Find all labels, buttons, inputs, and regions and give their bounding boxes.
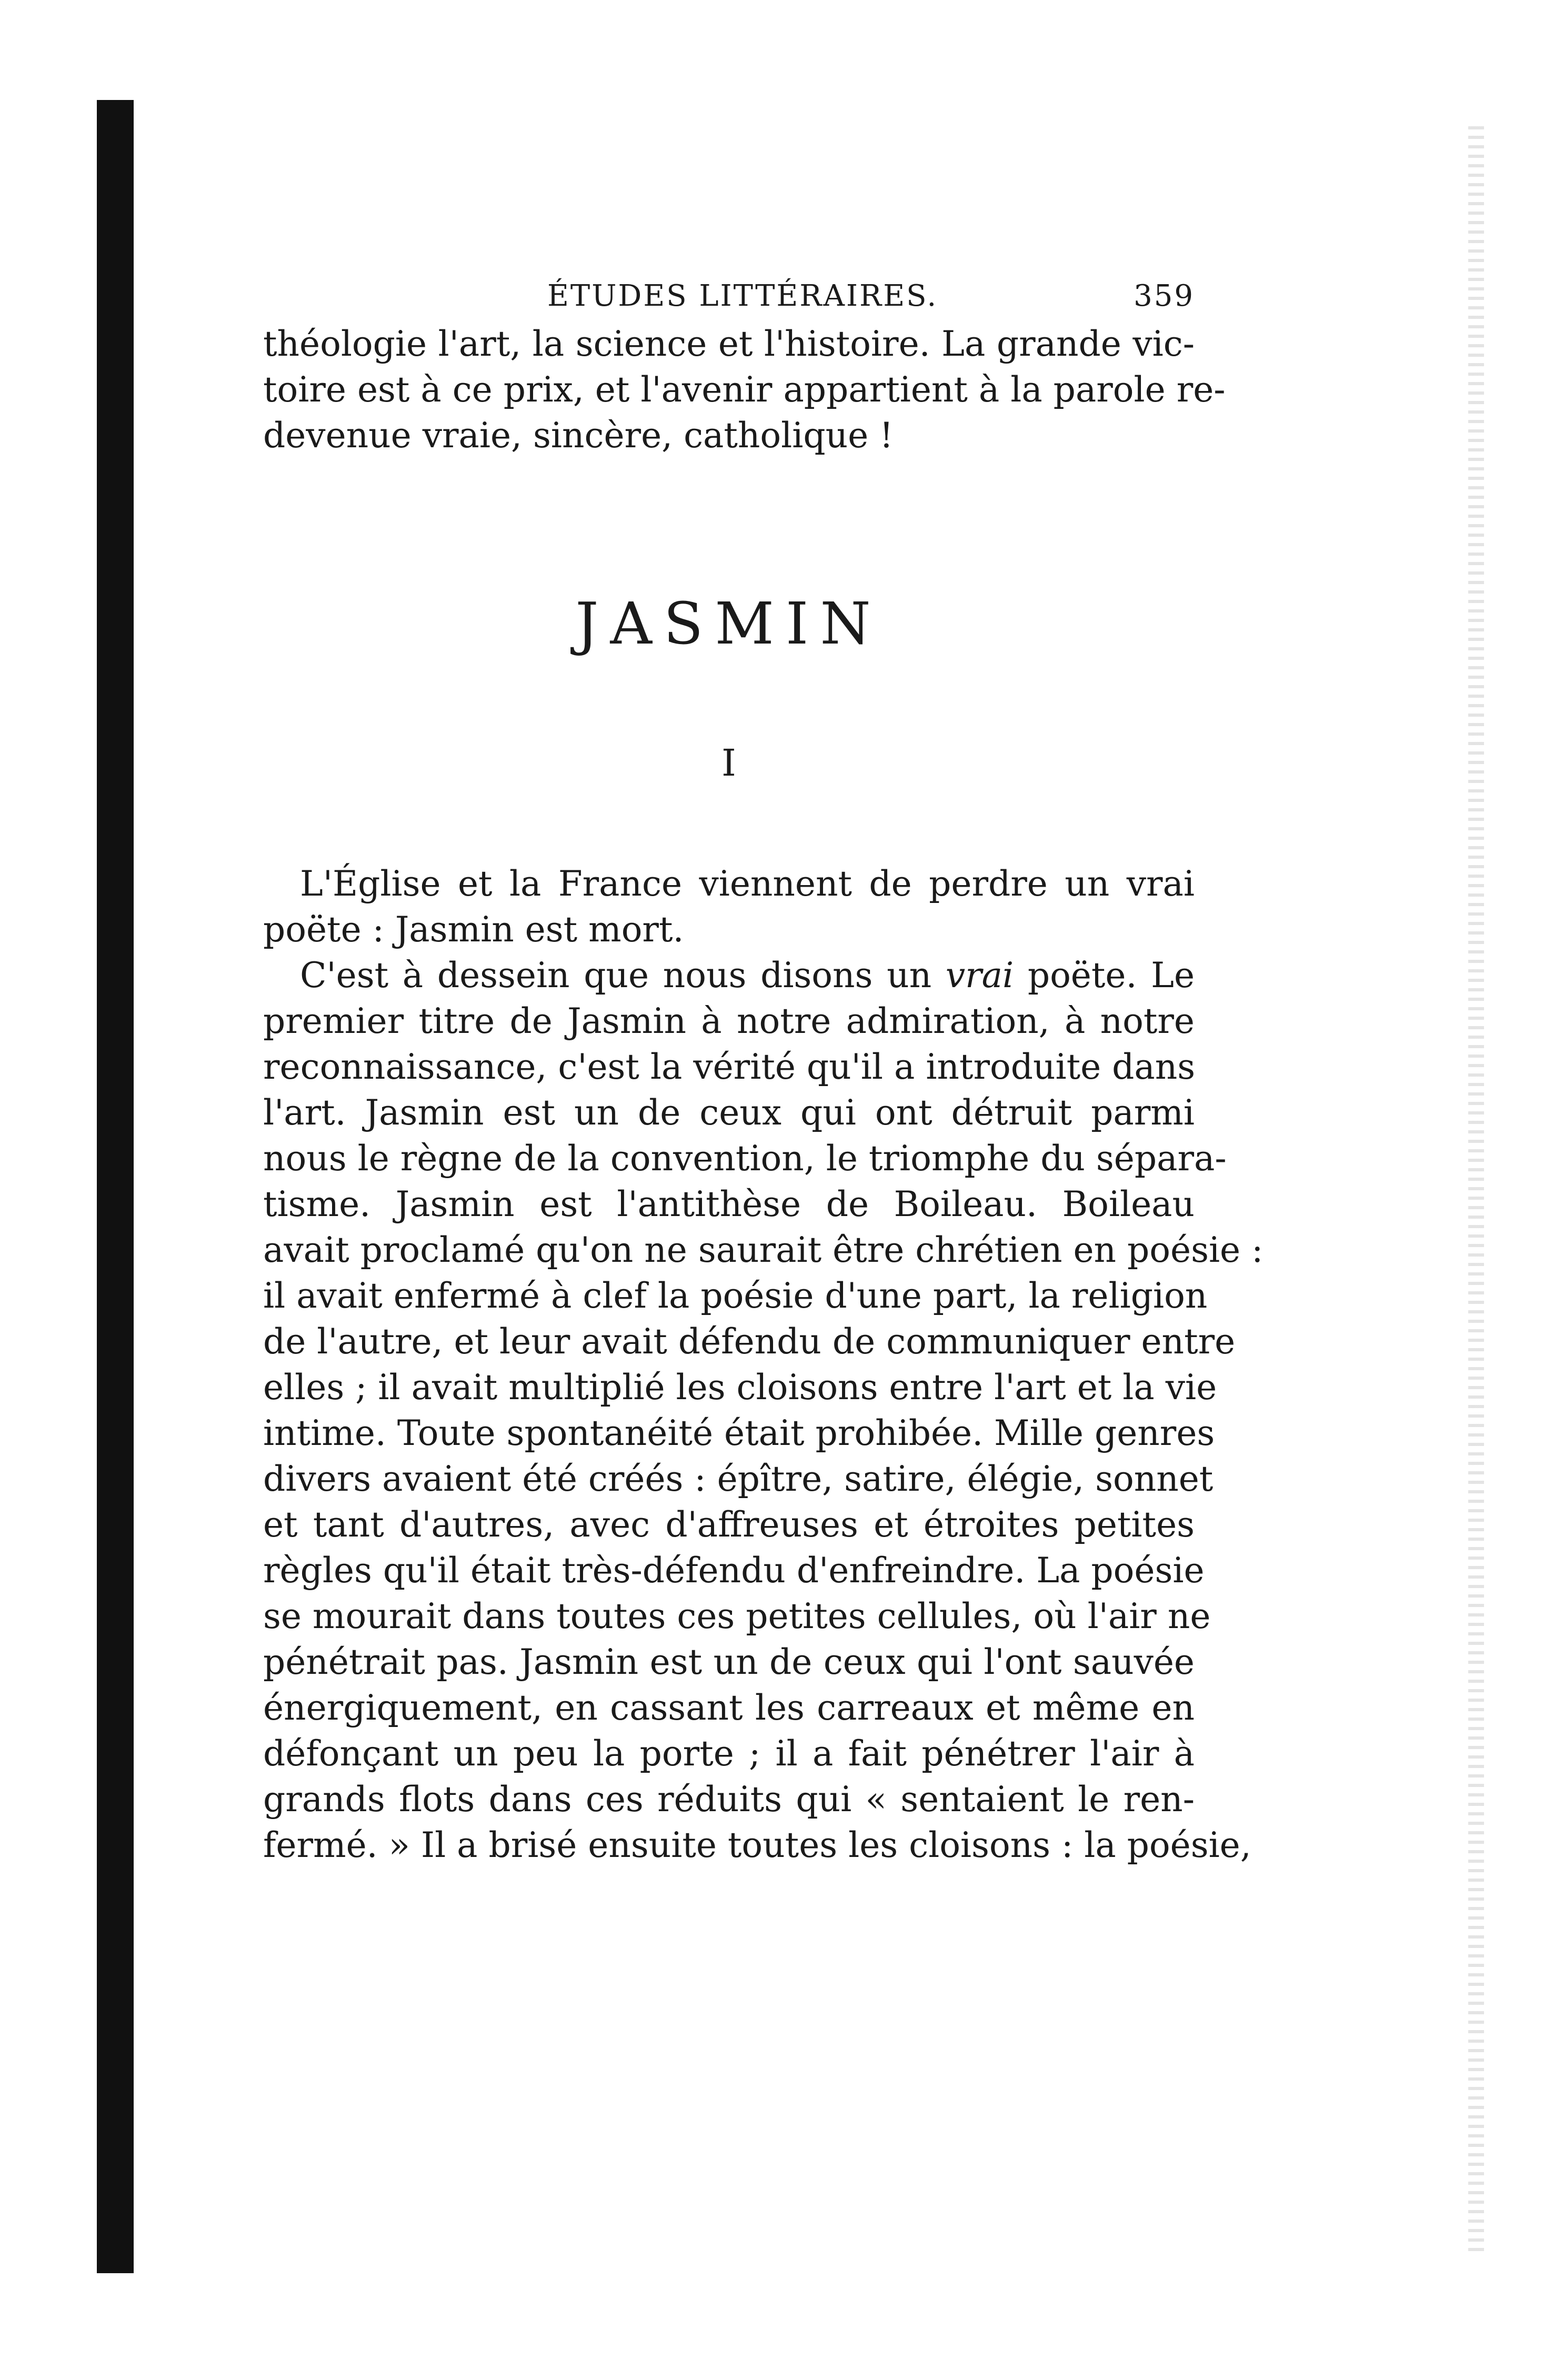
page-number: 359: [1134, 279, 1195, 313]
text-line: avait proclamé qu'on ne saurait être chrétien en poésie :: [263, 1230, 1264, 1270]
text-line: reconnaissance, c'est la vérité qu'il a introduite dans: [263, 1047, 1196, 1087]
text-line: énergiquement, en cassant les carreaux et même en: [263, 1688, 1195, 1728]
text-line: fermé. » Il a brisé ensuite toutes les cloisons : la poésie,: [263, 1825, 1251, 1865]
text-line: [263, 952, 1195, 998]
text-line: théologie l'art, la science et l'histoire. La grande vic-: [263, 324, 1195, 364]
text-line: et tant d'autres, avec d'affreuses et étroites petites: [263, 1504, 1195, 1545]
text-line: toire est à ce prix, et l'avenir appartient à la parole re-: [263, 369, 1226, 410]
text-line: poëte : Jasmin est mort.: [263, 909, 684, 950]
running-head: [263, 279, 1195, 321]
emphasis: vrai: [945, 955, 1014, 996]
text-line: grands flots dans ces réduits qui « sentaient le ren-: [263, 1779, 1195, 1820]
text-line: premier titre de Jasmin à notre admiration, à notre: [263, 1001, 1195, 1041]
paragraph-2: [263, 952, 1264, 1868]
text-line: intime. Toute spontanéité était prohibée. Mille genres: [263, 1413, 1215, 1453]
section-number: I: [721, 741, 736, 785]
text-line: l'art. Jasmin est un de ceux qui ont détruit parmi: [263, 1092, 1195, 1133]
text-line: pénétrait pas. Jasmin est un de ceux qui l'ont sauvée: [263, 1642, 1195, 1682]
text-line: L'Église et la France viennent de perdre un vrai: [300, 863, 1195, 904]
running-head-title: ÉTUDES LITTÉRAIRES.: [547, 279, 938, 313]
book-page: [263, 279, 1264, 1868]
scan-page-edge: [1468, 126, 1484, 2257]
text-line: de l'autre, et leur avait défendu de communiquer entre: [263, 1321, 1236, 1362]
text-line: défonçant un peu la porte ; il a fait pénétrer l'air à: [263, 1733, 1195, 1774]
scan-binding-edge: [97, 100, 134, 2273]
text-run: poëte. Le: [1014, 955, 1195, 996]
text-line: elles ; il avait multiplié les cloisons entre l'art et la vie: [263, 1367, 1217, 1408]
text-line: divers avaient été créés : épître, satire, élégie, sonnet: [263, 1459, 1214, 1499]
text-line: tisme. Jasmin est l'antithèse de Boileau. Boileau: [263, 1184, 1195, 1224]
text-line: devenue vraie, sincère, catholique !: [263, 415, 894, 456]
text-run: C'est à dessein que nous disons un: [300, 955, 946, 996]
text-line: il avait enfermé à clef la poésie d'une part, la religion: [263, 1276, 1208, 1316]
text-line: se mourait dans toutes ces petites cellules, où l'air ne: [263, 1596, 1211, 1636]
paragraph-1: [263, 861, 1195, 952]
section-title: JASMIN: [575, 590, 883, 657]
text-line: nous le règne de la convention, le triomphe du sépara-: [263, 1138, 1227, 1179]
intro-paragraph: [263, 321, 1226, 458]
text-line: règles qu'il était très-défendu d'enfreindre. La poésie: [263, 1550, 1205, 1591]
